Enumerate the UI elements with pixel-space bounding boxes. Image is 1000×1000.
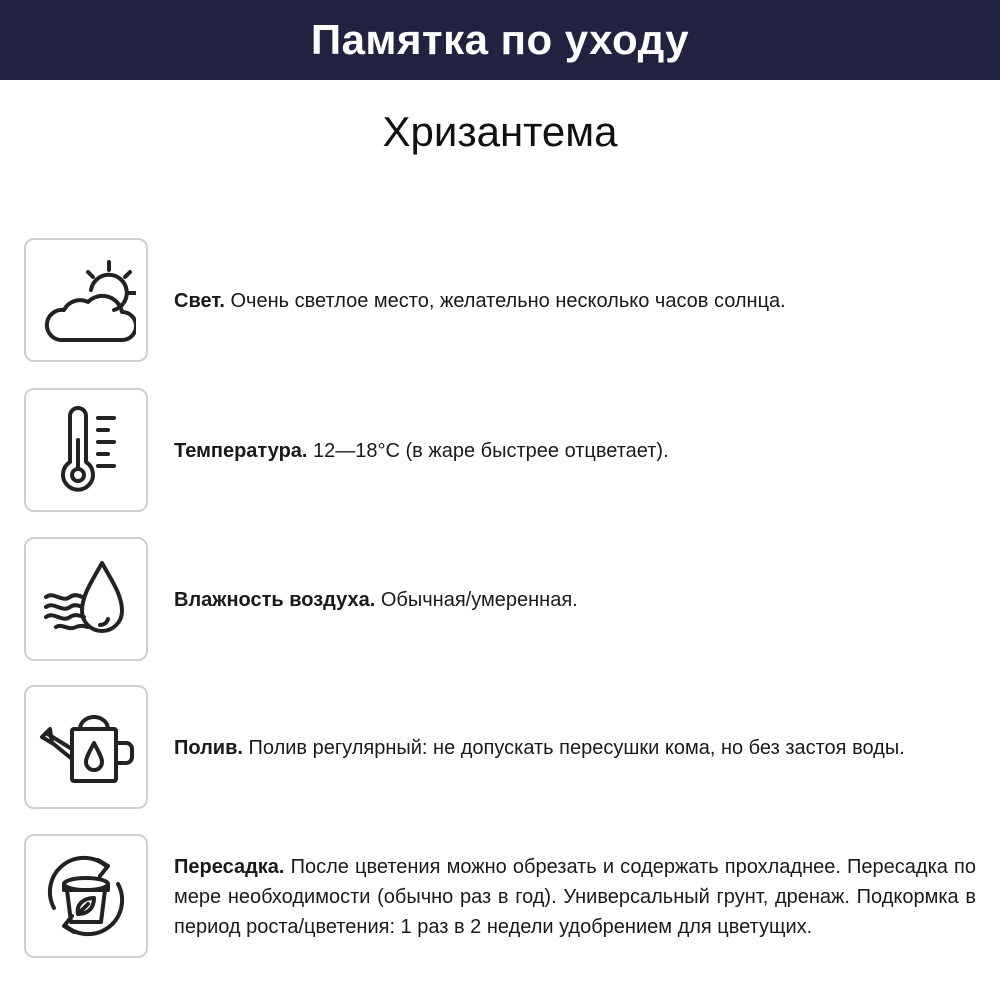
care-description: 12—18°C (в жаре быстрее отцветает).	[307, 440, 669, 462]
icon-box	[24, 388, 148, 512]
care-item-humidity	[24, 537, 976, 663]
care-text	[174, 286, 976, 316]
thermometer-icon	[36, 400, 136, 500]
care-label: Температура.	[174, 440, 308, 462]
care-text	[174, 585, 976, 615]
care-label: Пересадка.	[174, 856, 285, 878]
icon-box	[24, 834, 148, 958]
care-description: Очень светлое место, желательно несколько часов солнца.	[224, 290, 786, 312]
humidity-drop-icon	[36, 549, 136, 649]
care-description: Полив регулярный: не допускать пересушки кома, но без застоя воды.	[242, 737, 905, 759]
care-text	[174, 733, 976, 763]
header-bar	[0, 0, 1000, 80]
care-label: Свет.	[174, 290, 225, 312]
care-text	[174, 852, 976, 942]
care-item-light	[24, 238, 976, 364]
repot-icon	[36, 846, 136, 946]
icon-box	[24, 238, 148, 362]
care-label: Влажность воздуха.	[174, 589, 376, 611]
care-item-repotting	[24, 834, 976, 960]
care-text	[174, 436, 976, 466]
care-description: Обычная/умеренная.	[375, 589, 578, 611]
care-item-temperature	[24, 388, 976, 514]
page-title: Памятка по уходу	[310, 16, 690, 63]
icon-box	[24, 685, 148, 809]
care-label: Полив.	[174, 737, 243, 759]
plant-name: Хризантема	[382, 108, 618, 155]
watering-can-icon	[36, 697, 136, 797]
care-item-watering	[24, 685, 976, 811]
sun-cloud-icon	[36, 250, 136, 350]
care-description: После цветения можно обрезать и содержать прохладнее. Пересадка по мере необходимости (обычно раз в год). Универсальный грунт, дренаж. Подкормка в период роста/цветения: 1 раз в 2 недели удобрением для цветущих.	[174, 856, 976, 938]
icon-box	[24, 537, 148, 661]
